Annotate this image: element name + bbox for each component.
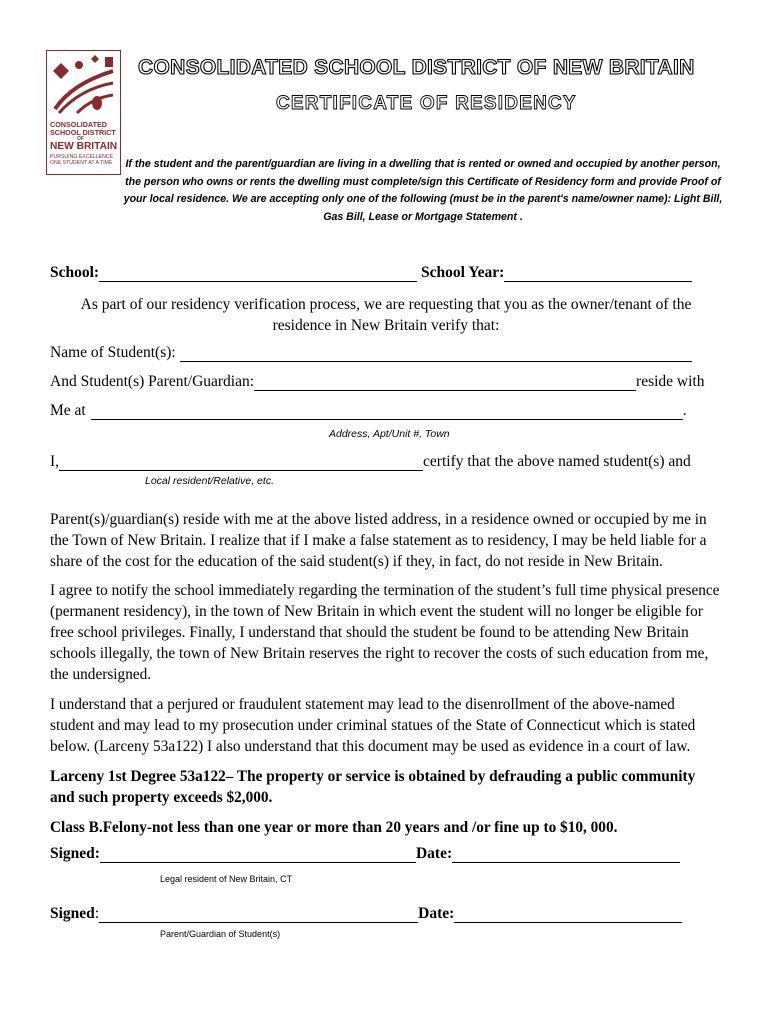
signature-row-parent	[50, 905, 682, 923]
address-field[interactable]	[91, 403, 683, 420]
logo-tagline-1: PURSUING EXCELLENCE	[50, 154, 114, 160]
date-label: Date:	[418, 905, 455, 922]
resident-signature-caption: Legal resident of New Britain, CT	[160, 874, 293, 884]
school-year-label: School Year:	[420, 264, 505, 281]
signature-row-resident	[50, 845, 680, 863]
certify-row	[50, 453, 691, 471]
address-caption: Address, Apt/Unit #, Town	[329, 428, 450, 440]
certify-text: certify that the above named student(s) and	[423, 453, 691, 470]
parent-signature-caption: Parent/Guardian of Student(s)	[160, 929, 281, 939]
school-label: School:	[50, 264, 100, 281]
paragraph-liability: Parent(s)/guardian(s) reside with me at the above listed address, in a residence owned or occupied by me in the Town of New Britain. I realize that if I make a false statement as to residency, I may be held liable for a share of the cost for the education of the said student(s) if they, in fact, do not reside in New Britain.	[50, 511, 707, 570]
document-subtitle: CERTIFICATE OF RESIDENCY	[276, 93, 577, 114]
paragraph-felony: Class B.Felony-not less than one year or more than 20 years and /or fine up to $10, 000.	[50, 819, 618, 836]
logo-text-line3: OF	[77, 136, 84, 142]
resident-signature-field[interactable]	[100, 846, 416, 863]
paragraph-larceny: Larceny 1st Degree 53a122– The property or service is obtained by defrauding a public community and such property exceeds $2,000.	[50, 768, 696, 806]
parent-date-field[interactable]	[454, 906, 682, 923]
logo-text-line4: NEW BRITAIN	[50, 141, 118, 152]
logo-tagline-2: ONE STUDENT AT A TIME	[50, 160, 113, 166]
relation-caption: Local resident/Relative, etc.	[145, 475, 274, 487]
parent-label: And Student(s) Parent/Guardian:	[50, 373, 255, 390]
i-label: I,	[50, 453, 60, 470]
logo-text-line2: SCHOOL DISTRICT	[50, 128, 116, 137]
intro-instructions: If the student and the parent/guardian are living in a dwelling that is rented or owned and occupied by another person, the person who owns or rents the dwelling must complete/sign this Certificate of Residency form and provide Proof of your local residence. We are accepting only one of the following (must be in the parent's name/owner name): Light Bill, Gas Bill, Lease or Mortgage Statement .	[123, 158, 723, 223]
student-name-field[interactable]	[180, 345, 692, 362]
resident-date-field[interactable]	[452, 846, 680, 863]
document-title-text: CONSOLIDATED SCHOOL DISTRICT OF NEW BRITAIN	[138, 56, 695, 79]
paragraph-notification: I agree to notify the school immediately regarding the termination of the student’s full time physical presence (permanent residency), in the town of New Britain in which event the student will no longer be eligible for free school privileges. Finally, I understand that should the student be found to be attending New Britain schools illegally, the town of New Britain reserves the right to recover the costs of such education from me, the undersigned.	[50, 582, 720, 683]
logo-text-line1: CONSOLIDATED	[50, 120, 107, 129]
date-label: Date:	[415, 845, 453, 862]
reside-with-text: reside with	[636, 373, 705, 390]
student-name-label: Name of Student(s):	[50, 344, 176, 361]
me-at-label: Me at	[50, 402, 86, 419]
address-row	[50, 402, 687, 420]
signed-colon: :	[94, 905, 100, 922]
school-field[interactable]	[99, 265, 417, 282]
document-title	[138, 56, 695, 80]
school-year-field[interactable]	[504, 265, 692, 282]
signed-label: Signed:	[50, 845, 100, 862]
verification-text: As part of our residency verification process, we are requesting that you as the owner/tenant of the residence in New Britain verify that:	[80, 296, 692, 334]
school-row	[50, 264, 692, 282]
parent-row	[50, 373, 705, 391]
student-name-row	[50, 344, 692, 362]
paragraph-perjury: I understand that a perjured or fraudulent statement may lead to the disenrollment of the above-named student and may lead to my prosecution under criminal statues of the State of Connecticut which is stated below. (Larceny 53a122) I also understand that this document may be used as evidence in a court of law.	[50, 696, 696, 755]
map-emblem-icon	[47, 51, 120, 117]
parent-field[interactable]	[254, 374, 636, 391]
signed-label: Signed	[50, 905, 95, 922]
resident-name-field[interactable]	[59, 454, 423, 471]
address-period: .	[682, 402, 687, 419]
district-logo	[46, 50, 121, 175]
parent-signature-field[interactable]	[99, 906, 418, 923]
